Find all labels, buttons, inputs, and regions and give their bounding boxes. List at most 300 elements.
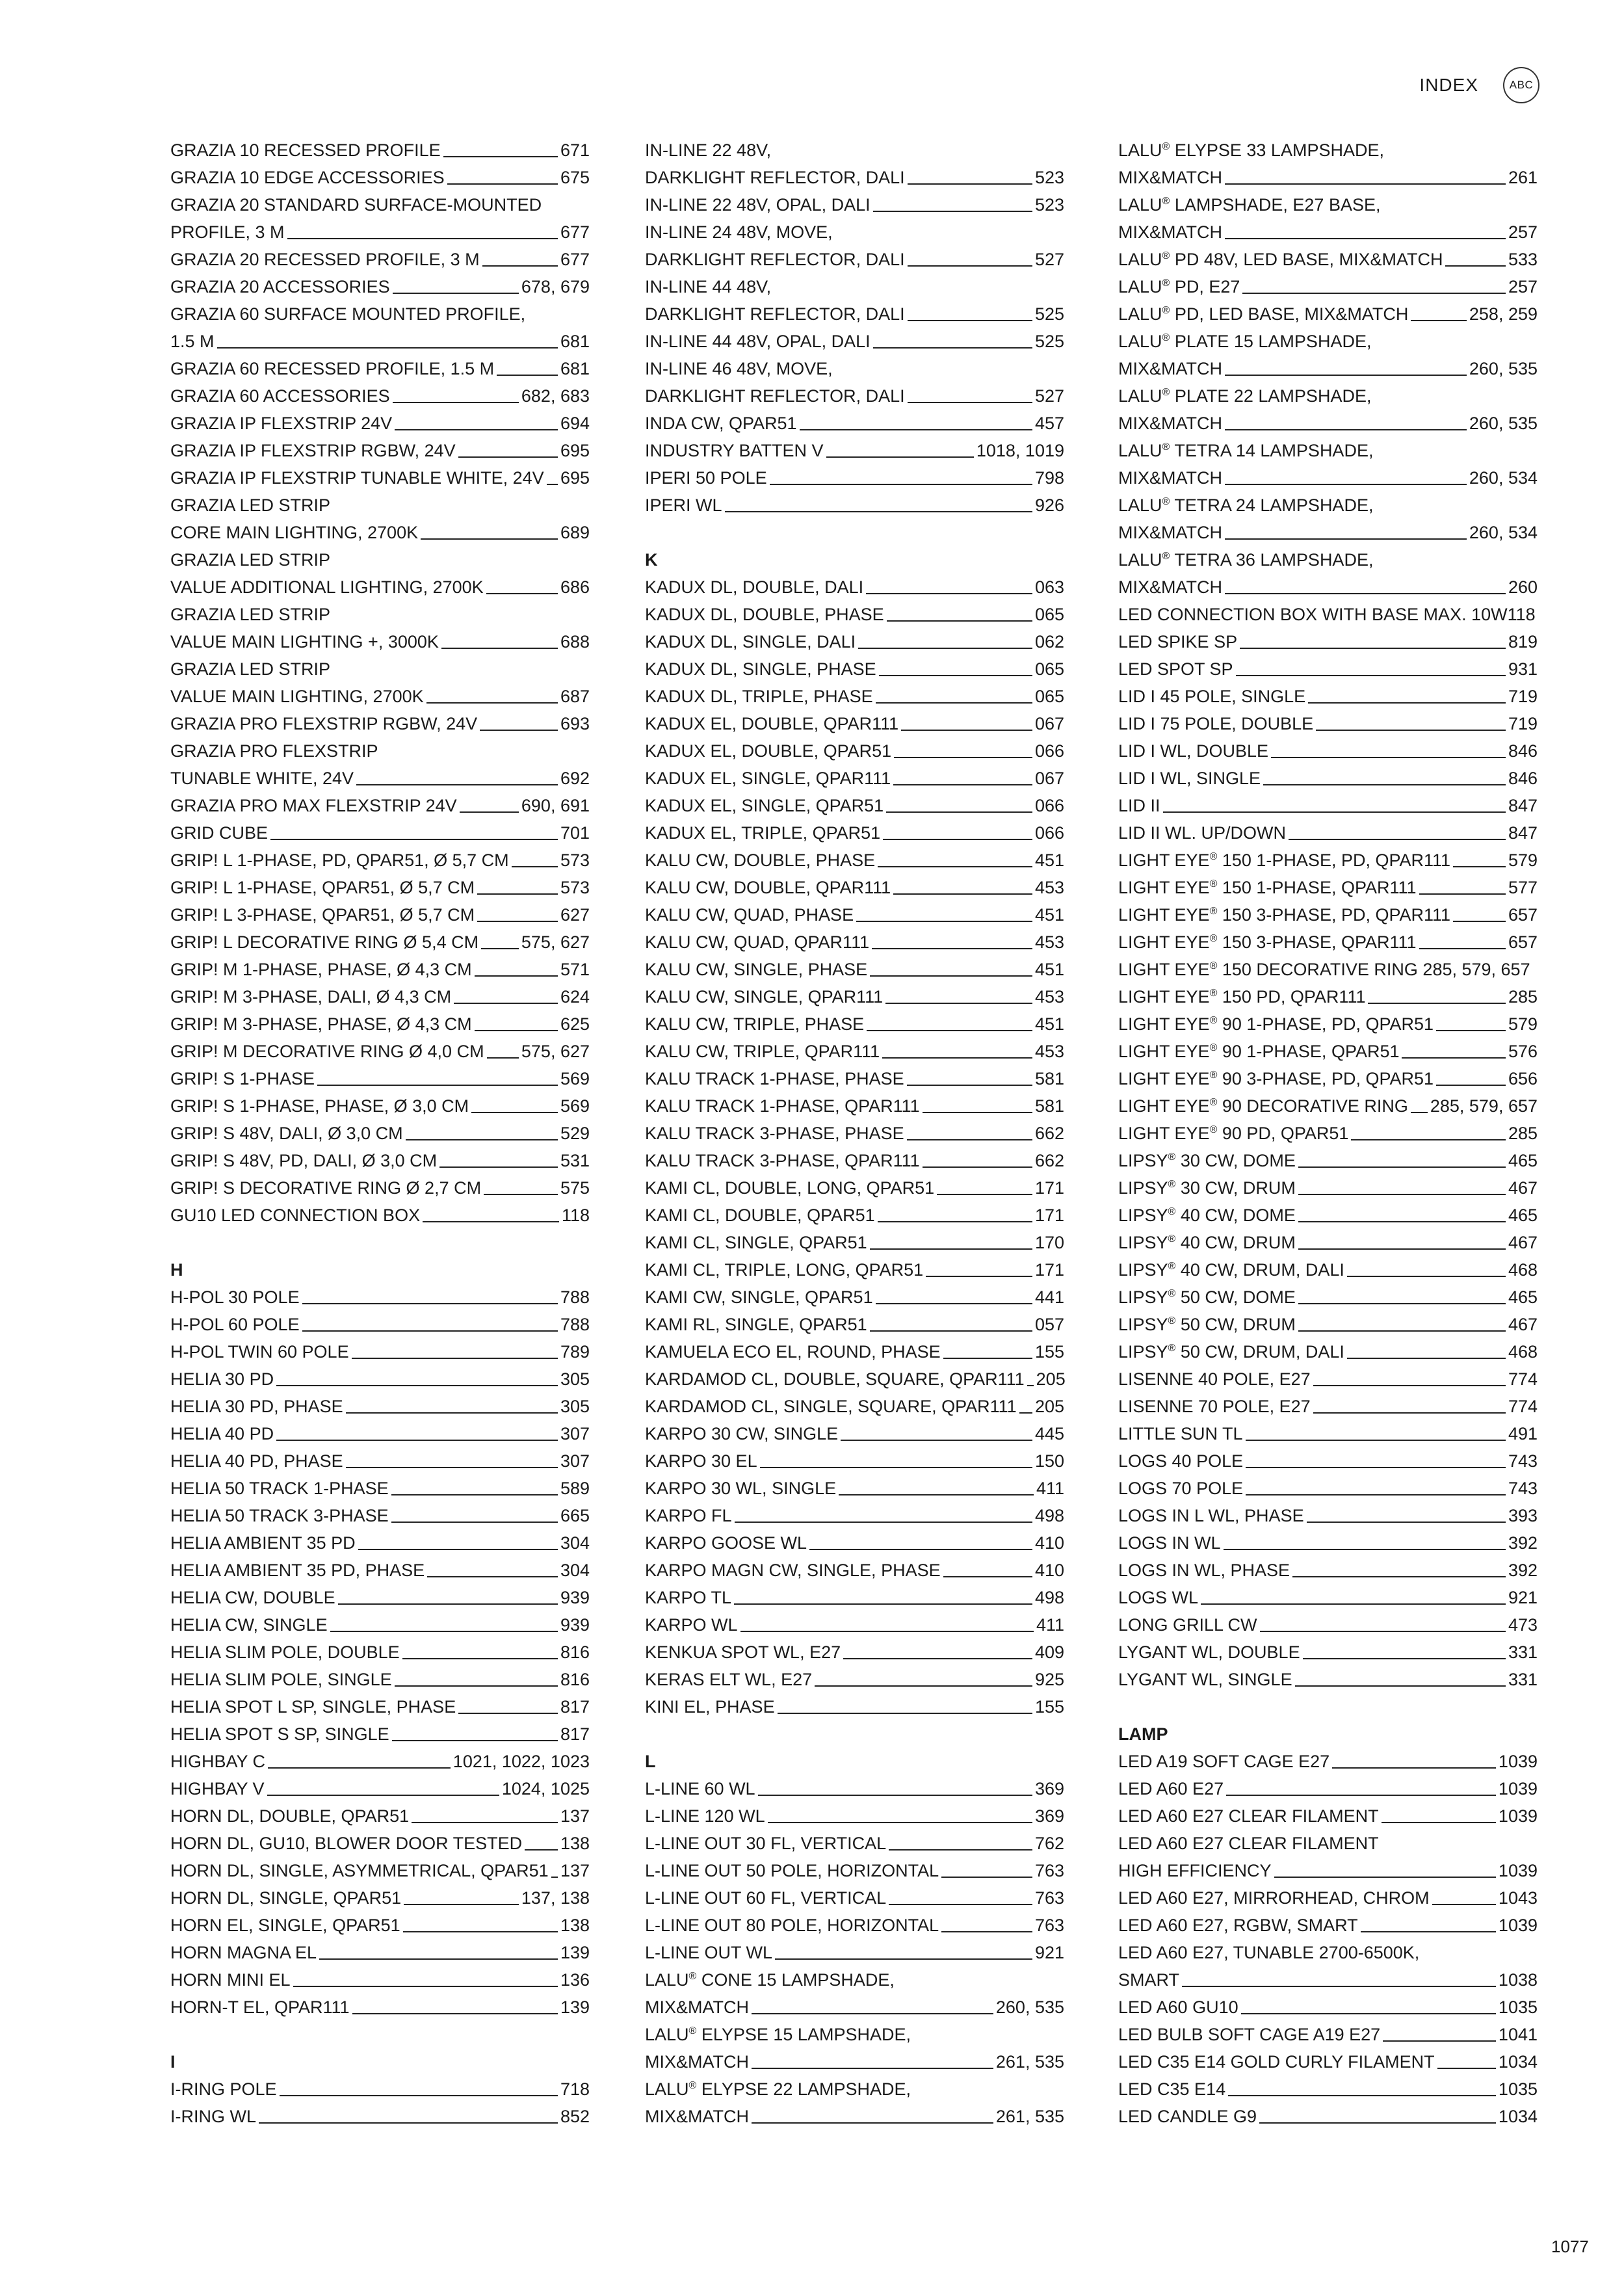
entry-name: LIGHT EYE® 150 1-PHASE, QPAR111 bbox=[1118, 878, 1417, 897]
leader-line bbox=[908, 382, 1032, 403]
index-entry bbox=[1118, 792, 1538, 819]
entry-page: 453 bbox=[1034, 878, 1064, 897]
index-entry bbox=[1118, 1174, 1538, 1202]
entry-page: 817 bbox=[560, 1697, 590, 1717]
entry-page: 409 bbox=[1034, 1642, 1064, 1662]
section-heading: K bbox=[645, 550, 658, 570]
entry-name: SMART bbox=[1118, 1970, 1180, 1990]
entry-page: 523 bbox=[1034, 168, 1064, 187]
entry-name: HIGHBAY C bbox=[170, 1752, 266, 1771]
index-entry bbox=[170, 1502, 590, 1529]
index-entry bbox=[170, 710, 590, 737]
index-entry bbox=[170, 273, 590, 300]
entry-name: LED A19 SOFT CAGE E27 bbox=[1118, 1752, 1330, 1771]
index-entry bbox=[1118, 1994, 1538, 2021]
entry-name: LISENNE 70 POLE, E27 bbox=[1118, 1397, 1311, 1416]
leader-line bbox=[293, 1966, 558, 1987]
entry-page: 498 bbox=[1034, 1588, 1064, 1607]
entry-name: KARPO 30 CW, SINGLE bbox=[645, 1424, 839, 1443]
entry-name: VALUE ADDITIONAL LIGHTING, 2700K bbox=[170, 577, 484, 597]
leader-line bbox=[346, 1393, 558, 1414]
leader-line bbox=[941, 1857, 1032, 1878]
entry-name: H-POL 30 POLE bbox=[170, 1287, 300, 1307]
index-entry bbox=[1118, 710, 1538, 737]
entry-page: 763 bbox=[1034, 1916, 1064, 1935]
index-entry bbox=[645, 1830, 1064, 1857]
index-line: GRAZIA 60 SURFACE MOUNTED PROFILE, bbox=[170, 304, 526, 324]
entry-name: KADUX EL, DOUBLE, QPAR51 bbox=[645, 741, 892, 761]
entry-page: 150 bbox=[1034, 1451, 1064, 1471]
entry-page: 285 bbox=[1508, 987, 1538, 1007]
entry-page: 931 bbox=[1508, 659, 1538, 679]
leader-line bbox=[815, 1666, 1032, 1687]
entry-name: L-LINE OUT 60 FL, VERTICAL bbox=[645, 1888, 887, 1908]
index-entry bbox=[645, 956, 1064, 983]
index-entry bbox=[1118, 983, 1538, 1010]
entry-page: 718 bbox=[560, 2079, 590, 2099]
entry-name: DARKLIGHT REFLECTOR, DALI bbox=[645, 386, 905, 406]
entry-name: HELIA SLIM POLE, SINGLE bbox=[170, 1670, 392, 1689]
entry-name: KARPO 30 WL, SINGLE bbox=[645, 1479, 837, 1498]
entry-page: 261 bbox=[1508, 168, 1538, 187]
entry-page: 467 bbox=[1508, 1178, 1538, 1198]
leader-line bbox=[259, 2103, 558, 2124]
entry-name: LIPSY® 40 CW, DRUM, DALI bbox=[1118, 1260, 1344, 1280]
index-entry bbox=[170, 983, 590, 1010]
index-entry bbox=[1118, 1147, 1538, 1174]
leader-line bbox=[734, 1584, 1032, 1605]
leader-line bbox=[358, 1529, 558, 1550]
leader-line bbox=[1436, 1010, 1506, 1031]
leader-line bbox=[1368, 983, 1505, 1004]
leader-line bbox=[752, 1994, 993, 2014]
entry-page: 852 bbox=[560, 2107, 590, 2126]
leader-line bbox=[775, 1939, 1032, 1960]
index-entry bbox=[1118, 1748, 1538, 1775]
entry-page: 171 bbox=[1034, 1178, 1064, 1198]
entry-name: HELIA SPOT S SP, SINGLE bbox=[170, 1724, 389, 1744]
index-entry bbox=[645, 1202, 1064, 1229]
entry-name: LIPSY® 30 CW, DRUM bbox=[1118, 1178, 1296, 1198]
entry-page: 846 bbox=[1508, 741, 1538, 761]
index-entry bbox=[1118, 1912, 1538, 1939]
entry-page: 678, 679 bbox=[521, 277, 590, 296]
index-entry bbox=[1118, 1475, 1538, 1502]
entry-page: 136 bbox=[560, 1970, 590, 1990]
entry-page: 1039 bbox=[1498, 1752, 1538, 1771]
index-entry bbox=[170, 1994, 590, 2021]
index-entry bbox=[170, 328, 590, 355]
leader-line bbox=[1313, 1393, 1506, 1414]
leader-line bbox=[1228, 2075, 1496, 2096]
entry-page: 411 bbox=[1036, 1479, 1064, 1498]
index-entry bbox=[1118, 355, 1538, 382]
index-entry bbox=[170, 819, 590, 847]
leader-line bbox=[270, 819, 558, 840]
index-entry bbox=[645, 819, 1064, 847]
leader-line bbox=[1263, 765, 1506, 785]
entry-page: 118 bbox=[561, 1205, 590, 1225]
leader-line bbox=[873, 191, 1032, 212]
leader-line bbox=[876, 683, 1032, 704]
leader-line bbox=[1298, 1284, 1506, 1304]
index-entry bbox=[170, 901, 590, 929]
entry-page: 451 bbox=[1034, 850, 1064, 870]
entry-name: GRIP! M 3-PHASE, PHASE, Ø 4,3 CM bbox=[170, 1014, 472, 1034]
entry-page: 569 bbox=[560, 1069, 590, 1088]
index-entry bbox=[170, 1202, 590, 1229]
entry-name: KAMUELA ECO EL, ROUND, PHASE bbox=[645, 1342, 941, 1362]
leader-line bbox=[1182, 1966, 1496, 1987]
index-line: LALU® PLATE 22 LAMPSHADE, bbox=[1118, 386, 1372, 406]
entry-page: 304 bbox=[560, 1561, 590, 1580]
entry-page: 465 bbox=[1508, 1205, 1538, 1225]
leader-line bbox=[1298, 1174, 1506, 1195]
entry-name: L-LINE 120 WL bbox=[645, 1806, 765, 1826]
entry-page: 569 bbox=[560, 1096, 590, 1116]
index-entry bbox=[1118, 1202, 1538, 1229]
entry-page: 307 bbox=[560, 1451, 590, 1471]
entry-page: 788 bbox=[560, 1287, 590, 1307]
index-line: LIGHT EYE® 150 DECORATIVE RING 285, 579, 657 bbox=[1118, 960, 1530, 979]
leader-line bbox=[393, 273, 519, 294]
entry-name: LED A60 E27 CLEAR FILAMENT bbox=[1118, 1806, 1379, 1826]
entry-name: KADUX DL, DOUBLE, PHASE bbox=[645, 605, 884, 624]
entry-page: 392 bbox=[1508, 1561, 1538, 1580]
entry-name: GRIP! L 1-PHASE, PD, QPAR51, Ø 5,7 CM bbox=[170, 850, 509, 870]
index-entry bbox=[645, 1038, 1064, 1065]
leader-line bbox=[1361, 1912, 1496, 1932]
leader-line bbox=[1453, 901, 1506, 922]
leader-line bbox=[889, 1884, 1032, 1905]
entry-page: 410 bbox=[1034, 1533, 1064, 1553]
entry-name: LITTLE SUN TL bbox=[1118, 1424, 1243, 1443]
index-entry bbox=[170, 1611, 590, 1639]
entry-page: 579 bbox=[1508, 850, 1538, 870]
leader-line bbox=[760, 1447, 1032, 1468]
index-entry bbox=[1118, 765, 1538, 792]
leader-line bbox=[477, 874, 558, 895]
index-entry bbox=[645, 191, 1064, 218]
entry-page: 579 bbox=[1508, 1014, 1538, 1034]
entry-page: 939 bbox=[560, 1588, 590, 1607]
index-entry bbox=[170, 1065, 590, 1092]
entry-name: MIX&MATCH bbox=[1118, 414, 1222, 433]
entry-name: LED BULB SOFT CAGE A19 E27 bbox=[1118, 2025, 1381, 2044]
entry-name: LID I WL, DOUBLE bbox=[1118, 741, 1269, 761]
index-entry bbox=[1118, 164, 1538, 191]
index-column-1 bbox=[170, 137, 590, 2130]
index-entry bbox=[1118, 929, 1538, 956]
leader-line bbox=[1298, 1311, 1506, 1332]
leader-line bbox=[856, 901, 1032, 922]
entry-page: 057 bbox=[1034, 1315, 1064, 1334]
leader-line bbox=[1225, 410, 1467, 430]
entry-page: 304 bbox=[560, 1533, 590, 1553]
index-entry bbox=[170, 1365, 590, 1393]
index-entry bbox=[1118, 2075, 1538, 2103]
entry-name: HORN EL, SINGLE, QPAR51 bbox=[170, 1916, 400, 1935]
entry-name: L-LINE OUT 80 POLE, HORIZONTAL bbox=[645, 1916, 939, 1935]
entry-name: IN-LINE 22 48V, OPAL, DALI bbox=[645, 195, 871, 215]
entry-name: HORN DL, GU10, BLOWER DOOR TESTED bbox=[170, 1834, 523, 1853]
entry-name: KALU CW, SINGLE, QPAR111 bbox=[645, 987, 884, 1007]
entry-name: KINI EL, PHASE bbox=[645, 1697, 775, 1717]
entry-page: 525 bbox=[1034, 304, 1064, 324]
entry-page: 926 bbox=[1034, 495, 1064, 515]
index-entry bbox=[1118, 683, 1538, 710]
entry-name: GRAZIA PRO MAX FLEXSTRIP 24V bbox=[170, 796, 457, 815]
index-entry bbox=[645, 437, 1064, 464]
entry-name: MIX&MATCH bbox=[1118, 222, 1222, 242]
index-entry bbox=[170, 1830, 590, 1857]
entry-page: 065 bbox=[1034, 687, 1064, 706]
entry-name: DARKLIGHT REFLECTOR, DALI bbox=[645, 304, 905, 324]
entry-page: 063 bbox=[1034, 577, 1064, 597]
leader-line bbox=[941, 1912, 1032, 1932]
entry-page: 656 bbox=[1508, 1069, 1538, 1088]
index-entry bbox=[170, 1475, 590, 1502]
leader-line bbox=[923, 1147, 1032, 1168]
leader-line bbox=[477, 901, 558, 922]
entry-name: KAMI CL, DOUBLE, QPAR51 bbox=[645, 1205, 875, 1225]
entry-page: 576 bbox=[1508, 1042, 1538, 1061]
entry-page: 662 bbox=[1034, 1151, 1064, 1170]
entry-name: HIGH EFFICIENCY bbox=[1118, 1861, 1272, 1880]
index-entry bbox=[645, 929, 1064, 956]
index-entry bbox=[170, 874, 590, 901]
index-entry bbox=[1118, 1857, 1538, 1884]
index-entry bbox=[1118, 1393, 1538, 1420]
index-entry bbox=[645, 601, 1064, 628]
leader-line bbox=[1303, 1639, 1506, 1659]
entry-page: 531 bbox=[560, 1151, 590, 1170]
entry-page: 138 bbox=[560, 1916, 590, 1935]
index-entry bbox=[645, 1284, 1064, 1311]
entry-name: HELIA CW, DOUBLE bbox=[170, 1588, 335, 1607]
index-entry bbox=[1118, 1775, 1538, 1802]
entry-name: MIX&MATCH bbox=[1118, 168, 1222, 187]
index-entry bbox=[645, 1584, 1064, 1611]
entry-name: MIX&MATCH bbox=[1118, 577, 1222, 597]
index-entry bbox=[1118, 1666, 1538, 1693]
leader-line bbox=[1224, 1529, 1506, 1550]
entry-name: HELIA AMBIENT 35 PD, PHASE bbox=[170, 1561, 425, 1580]
entry-name: LISENNE 40 POLE, E27 bbox=[1118, 1369, 1311, 1389]
leader-line bbox=[876, 1284, 1032, 1304]
leader-line bbox=[1225, 164, 1506, 185]
entry-name: KALU CW, QUAD, QPAR111 bbox=[645, 932, 870, 952]
leader-line bbox=[475, 1010, 558, 1031]
index-entry bbox=[170, 2075, 590, 2103]
index-entry bbox=[645, 1311, 1064, 1338]
index-entry bbox=[170, 1720, 590, 1748]
entry-page: 939 bbox=[560, 1615, 590, 1635]
index-line: IN-LINE 22 48V, bbox=[645, 140, 772, 160]
entry-name: LOGS IN WL bbox=[1118, 1533, 1221, 1553]
index-entry bbox=[170, 1174, 590, 1202]
index-entry bbox=[170, 1557, 590, 1584]
index-entry bbox=[645, 2048, 1064, 2075]
leader-line bbox=[319, 1939, 558, 1960]
entry-page: 1039 bbox=[1498, 1779, 1538, 1798]
entry-name: 1.5 M bbox=[170, 332, 215, 351]
entry-page: 445 bbox=[1034, 1424, 1064, 1443]
entry-name: GRAZIA IP FLEXSTRIP TUNABLE WHITE, 24V bbox=[170, 468, 544, 488]
section-heading: I bbox=[170, 2052, 176, 2072]
index-entry bbox=[170, 1420, 590, 1447]
entry-page: 468 bbox=[1508, 1260, 1538, 1280]
leader-line bbox=[901, 710, 1032, 731]
leader-line bbox=[427, 1557, 558, 1577]
entry-page: 066 bbox=[1034, 823, 1064, 843]
entry-name: KERAS ELT WL, E27 bbox=[645, 1670, 813, 1689]
entry-name: LED C35 E14 GOLD CURLY FILAMENT bbox=[1118, 2052, 1435, 2072]
entry-page: 307 bbox=[560, 1424, 590, 1443]
entry-name: LED SPIKE SP bbox=[1118, 632, 1238, 652]
leader-line bbox=[346, 1447, 558, 1468]
index-entry bbox=[170, 2103, 590, 2130]
index-entry bbox=[645, 1557, 1064, 1584]
entry-page: 798 bbox=[1034, 468, 1064, 488]
entry-name: KADUX DL, TRIPLE, PHASE bbox=[645, 687, 873, 706]
leader-line bbox=[725, 492, 1032, 512]
entry-page: 1038 bbox=[1498, 1970, 1538, 1990]
entry-page: 285 bbox=[1508, 1124, 1538, 1143]
leader-line bbox=[1226, 1775, 1496, 1796]
entry-name: HORN MINI EL bbox=[170, 1970, 291, 1990]
index-entry bbox=[645, 573, 1064, 601]
leader-line bbox=[1347, 1256, 1506, 1277]
leader-line bbox=[878, 1202, 1032, 1222]
index-entry bbox=[1118, 1557, 1538, 1584]
entry-page: 171 bbox=[1034, 1205, 1064, 1225]
index-entry bbox=[1118, 1584, 1538, 1611]
index-entry bbox=[170, 355, 590, 382]
entry-name: HORN DL, SINGLE, ASYMMETRICAL, QPAR51 bbox=[170, 1861, 549, 1880]
index-entry bbox=[1118, 300, 1538, 328]
leader-line bbox=[1419, 929, 1506, 949]
index-entry bbox=[170, 1584, 590, 1611]
entry-page: 498 bbox=[1034, 1506, 1064, 1525]
index-entry bbox=[170, 1311, 590, 1338]
entry-name: KAMI CL, DOUBLE, LONG, QPAR51 bbox=[645, 1178, 935, 1198]
index-entry bbox=[1118, 519, 1538, 546]
index-line: LED CONNECTION BOX WITH BASE MAX. 10W118 bbox=[1118, 605, 1536, 624]
entry-name: GRAZIA 60 ACCESSORIES bbox=[170, 386, 390, 406]
entry-name: GRIP! M 1-PHASE, PHASE, Ø 4,3 CM bbox=[170, 960, 472, 979]
index-column-2 bbox=[645, 137, 1064, 2130]
index-entry bbox=[1118, 1338, 1538, 1365]
index-entry bbox=[645, 901, 1064, 929]
entry-name: LOGS IN L WL, PHASE bbox=[1118, 1506, 1304, 1525]
leader-line bbox=[1298, 1147, 1506, 1168]
entry-page: 701 bbox=[560, 823, 590, 843]
entry-page: 067 bbox=[1034, 769, 1064, 788]
entry-page: 1018, 1019 bbox=[976, 441, 1064, 460]
entry-name: VALUE MAIN LIGHTING, 2700K bbox=[170, 687, 424, 706]
leader-line bbox=[752, 2103, 993, 2124]
index-entry bbox=[645, 710, 1064, 737]
leader-line bbox=[1246, 1420, 1506, 1441]
index-entry bbox=[645, 1994, 1064, 2021]
entry-page: 467 bbox=[1508, 1233, 1538, 1252]
index-entry bbox=[170, 1284, 590, 1311]
index-line: LALU® LAMPSHADE, E27 BASE, bbox=[1118, 195, 1381, 215]
entry-page: 665 bbox=[560, 1506, 590, 1525]
entry-name: KADUX DL, SINGLE, PHASE bbox=[645, 659, 876, 679]
entry-name: LIPSY® 40 CW, DOME bbox=[1118, 1205, 1296, 1225]
index-entry bbox=[170, 164, 590, 191]
entry-page: 689 bbox=[560, 523, 590, 542]
entry-name: KARDAMOD CL, SINGLE, SQUARE, QPAR111 bbox=[645, 1397, 1017, 1416]
entry-page: 170 bbox=[1034, 1233, 1064, 1252]
entry-page: 066 bbox=[1034, 796, 1064, 815]
entry-name: LYGANT WL, SINGLE bbox=[1118, 1670, 1292, 1689]
index-entry bbox=[170, 519, 590, 546]
index-entry bbox=[170, 1147, 590, 1174]
spacer bbox=[170, 1229, 590, 1256]
leader-line bbox=[1316, 710, 1506, 731]
leader-line bbox=[768, 1802, 1032, 1823]
leader-line bbox=[512, 847, 558, 867]
leader-line bbox=[484, 1174, 558, 1195]
entry-name: H-POL TWIN 60 POLE bbox=[170, 1342, 349, 1362]
entry-name: LIPSY® 50 CW, DRUM, DALI bbox=[1118, 1342, 1344, 1362]
leader-line bbox=[406, 1120, 558, 1140]
entry-name: IPERI WL bbox=[645, 495, 722, 515]
entry-name: MIX&MATCH bbox=[645, 2107, 749, 2126]
leader-line bbox=[1298, 1229, 1506, 1250]
leader-line bbox=[287, 218, 558, 239]
entry-name: KALU CW, TRIPLE, QPAR111 bbox=[645, 1042, 880, 1061]
leader-line bbox=[352, 1994, 558, 2014]
leader-line bbox=[1295, 1666, 1506, 1687]
entry-name: HELIA 30 PD bbox=[170, 1369, 274, 1389]
entry-name: KARPO MAGN CW, SINGLE, PHASE bbox=[645, 1561, 941, 1580]
leader-line bbox=[908, 246, 1032, 267]
leader-line bbox=[1201, 1584, 1506, 1605]
entry-name: KADUX EL, SINGLE, QPAR51 bbox=[645, 796, 884, 815]
leader-line bbox=[923, 1092, 1032, 1113]
entry-name: KARPO FL bbox=[645, 1506, 732, 1525]
entry-page: 468 bbox=[1508, 1342, 1538, 1362]
leader-line bbox=[886, 792, 1032, 813]
index-entry bbox=[170, 1038, 590, 1065]
leader-line bbox=[1437, 2048, 1496, 2069]
leader-line bbox=[551, 1857, 558, 1878]
leader-line bbox=[1382, 1802, 1496, 1823]
leader-line bbox=[338, 1584, 558, 1605]
entry-page: 789 bbox=[560, 1342, 590, 1362]
leader-line bbox=[426, 683, 558, 704]
index-line: LED A60 E27 CLEAR FILAMENT bbox=[1118, 1834, 1379, 1853]
entry-name: GRID CUBE bbox=[170, 823, 268, 843]
leader-line bbox=[872, 929, 1032, 949]
leader-line bbox=[907, 1120, 1032, 1140]
entry-name: LIGHT EYE® 150 3-PHASE, QPAR111 bbox=[1118, 932, 1417, 952]
leader-line bbox=[758, 1775, 1032, 1796]
entry-name: LIGHT EYE® 90 1-PHASE, PD, QPAR51 bbox=[1118, 1014, 1434, 1034]
index-entry bbox=[170, 1120, 590, 1147]
entry-name: LYGANT WL, DOUBLE bbox=[1118, 1642, 1300, 1662]
index-line: GRAZIA PRO FLEXSTRIP bbox=[170, 741, 378, 761]
entry-name: I-RING WL bbox=[170, 2107, 256, 2126]
index-entry bbox=[645, 1502, 1064, 1529]
leader-line bbox=[1241, 1994, 1496, 2014]
index-entry bbox=[170, 765, 590, 792]
leader-line bbox=[839, 1475, 1034, 1495]
